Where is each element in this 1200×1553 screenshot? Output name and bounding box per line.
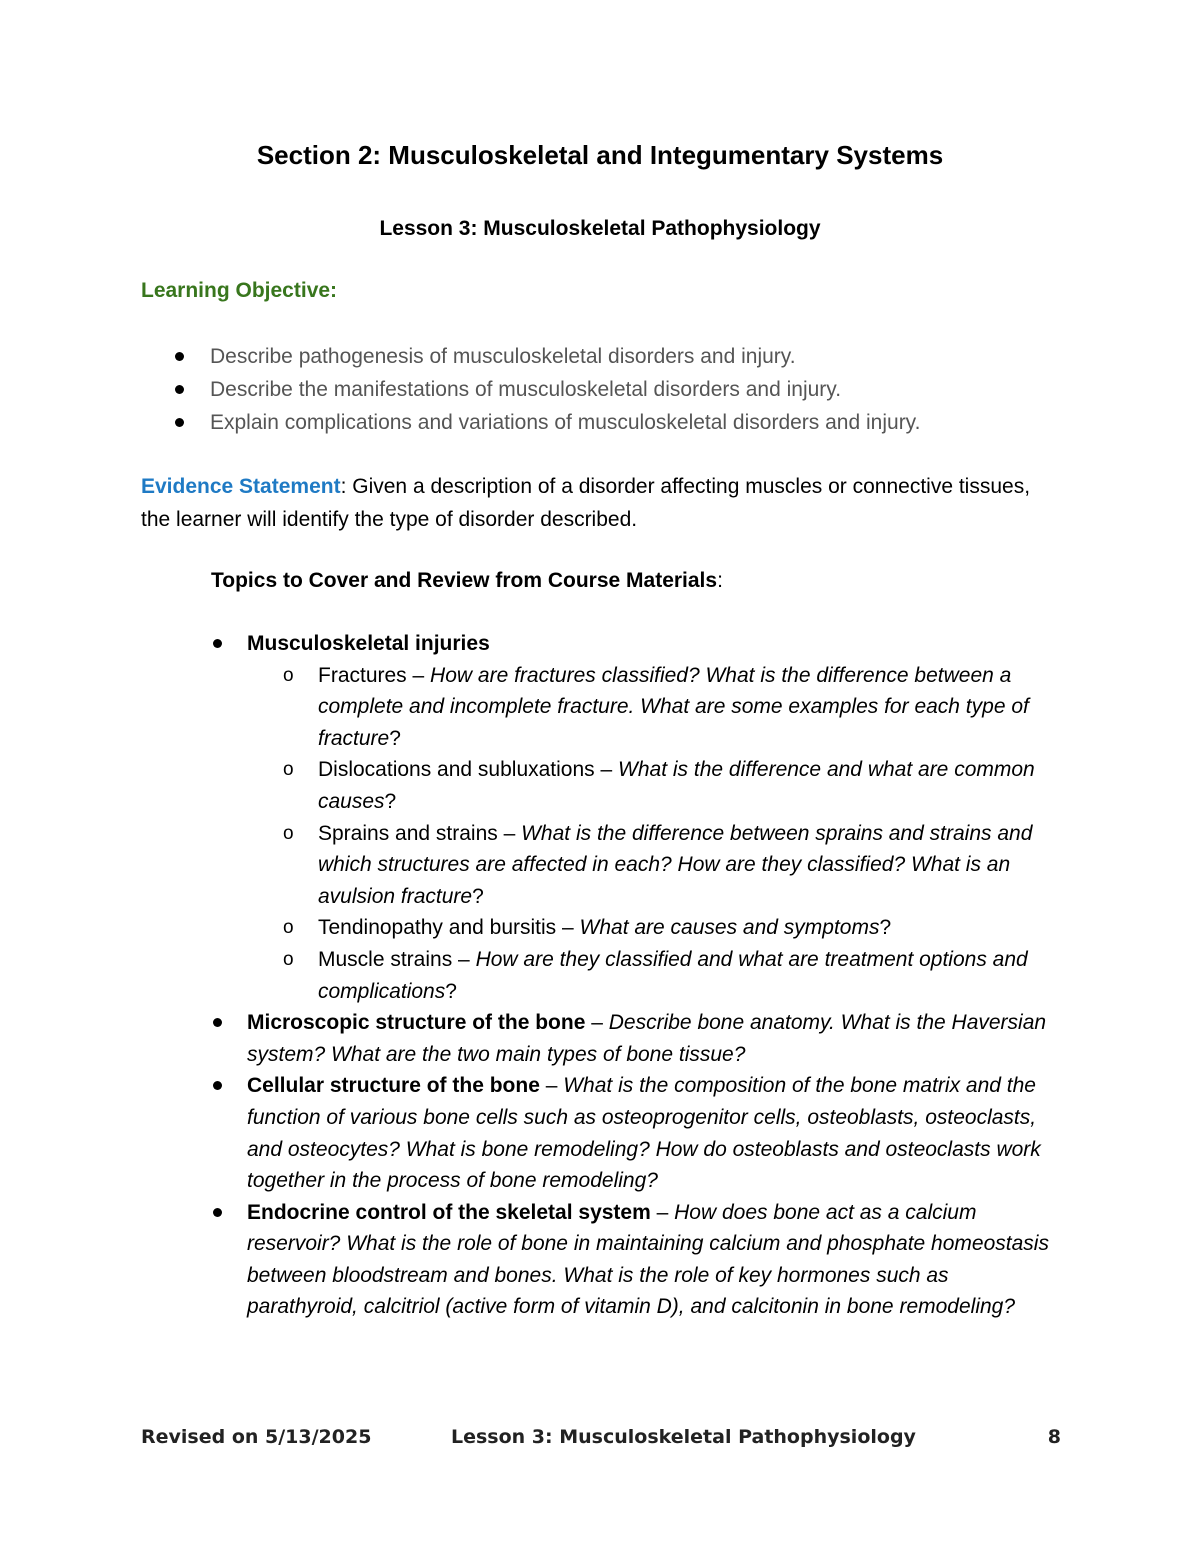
subtopic-name: Tendinopathy and bursitis – <box>318 916 580 940</box>
evidence-label: Evidence Statement <box>141 475 341 498</box>
objectives-list <box>170 340 1070 439</box>
topic-dash: – <box>585 1011 609 1035</box>
subtopic-end: ? <box>879 916 892 940</box>
subtopic-item <box>247 944 1061 1007</box>
subtopic-question: What is the difference between sprains and strains and which structures are affected in each? How are they classified? What is an avulsion fracture <box>318 821 1033 908</box>
topic-item <box>211 1007 1061 1070</box>
page-footer <box>141 1426 1061 1456</box>
topics-heading-label: Topics to Cover and Review from Course Materials <box>211 569 718 592</box>
topic-dash: – <box>650 1200 675 1224</box>
subtopic-end: ? <box>384 789 397 813</box>
topic-item <box>211 628 1061 1007</box>
topics-heading <box>211 564 723 597</box>
subtopic-item <box>247 912 1061 944</box>
bullet-icon <box>175 418 184 427</box>
subtopic-end: ? <box>389 726 401 750</box>
subtopic-name: Dislocations and subluxations – <box>318 758 619 782</box>
bullet-icon <box>213 1081 222 1090</box>
section-title: Section 2: Musculoskeletal and Integumentary Systems <box>256 140 944 170</box>
bullet-icon <box>213 1208 222 1217</box>
sub-bullet-icon: o <box>283 822 294 844</box>
topic-item <box>211 1070 1061 1196</box>
objective-text: Describe the manifestations of musculoskeletal disorders and injury. <box>210 378 842 401</box>
topic-name: Microscopic structure of the bone <box>247 1011 586 1035</box>
sub-bullet-icon: o <box>283 664 294 686</box>
topic-name: Cellular structure of the bone <box>247 1074 540 1098</box>
topic-question: Describe bone anatomy. What is the Haversian system? What are the two main types of bone tissue? <box>247 1011 1047 1066</box>
subtopic-end: ? <box>445 979 457 1003</box>
topic-name: Endocrine control of the skeletal system <box>247 1200 651 1224</box>
subtopic-question: What are causes and symptoms <box>579 916 880 940</box>
objective-item <box>170 340 1070 373</box>
topic-name: Musculoskeletal injuries <box>247 632 490 655</box>
sub-bullet-icon: o <box>283 948 294 970</box>
objective-text: Describe pathogenesis of musculoskeletal disorders and injury. <box>210 345 796 368</box>
topic-dash: – <box>539 1074 564 1098</box>
objective-text: Explain complications and variations of musculoskeletal disorders and injury. <box>210 411 921 434</box>
evidence-text: : Given a description of a disorder affecting muscles or connective tissues, the learner will identify the type of disorder described. <box>141 475 1031 531</box>
topic-question: What is the composition of the bone matrix and the function of various bone cells such as osteoprogenitor cells, osteoblasts, osteoclasts, and osteocytes? What is bone remodeling? How do osteoblasts and osteoclasts work together in the process of bone remodeling? <box>247 1074 1041 1193</box>
topics-heading-suffix: : <box>717 569 723 592</box>
objective-item <box>170 373 1070 406</box>
subtopic-name: Muscle strains – <box>318 947 476 971</box>
subtopic-list <box>247 660 1061 1008</box>
sub-bullet-icon: o <box>283 759 294 781</box>
footer-page-number: 8 <box>1047 1426 1061 1448</box>
topic-item <box>211 1197 1061 1323</box>
subtopic-name: Sprains and strains – <box>318 821 522 845</box>
sub-bullet-icon: o <box>283 917 294 939</box>
learning-objective-heading: Learning Objective: <box>141 279 338 302</box>
subtopic-item <box>247 818 1061 913</box>
bullet-icon <box>175 352 184 361</box>
footer-revised-date: Revised on 5/13/2025 <box>141 1426 372 1448</box>
subtopic-item <box>247 754 1061 817</box>
subtopic-question: How are they classified and what are treatment options and complications <box>318 947 1028 1003</box>
footer-lesson-title: Lesson 3: Musculoskeletal Pathophysiology <box>451 1426 916 1448</box>
subtopic-question: What is the difference and what are common causes <box>318 758 1035 813</box>
bullet-icon <box>213 1018 222 1027</box>
topic-question: How does bone act as a calcium reservoir? What is the role of bone in maintaining calcium and phosphate homeostasis between bloodstream and bones. What is the role of key hormones such as parathyroid, calcitriol (active form of vitamin D), and calcitonin in bone remodeling? <box>247 1200 1049 1319</box>
lesson-title: Lesson 3: Musculoskeletal Pathophysiology <box>379 217 821 240</box>
subtopic-name: Fractures – <box>318 663 431 687</box>
bullet-icon <box>213 639 222 648</box>
topics-list <box>211 628 1061 1323</box>
objective-item <box>170 406 1070 439</box>
subtopic-item <box>247 660 1061 755</box>
bullet-icon <box>175 385 184 394</box>
subtopic-question: How are fractures classified? What is the difference between a complete and incomplete fracture. What are some examples for each type of fracture <box>318 663 1029 750</box>
evidence-statement <box>141 470 1061 536</box>
subtopic-end: ? <box>472 884 484 908</box>
